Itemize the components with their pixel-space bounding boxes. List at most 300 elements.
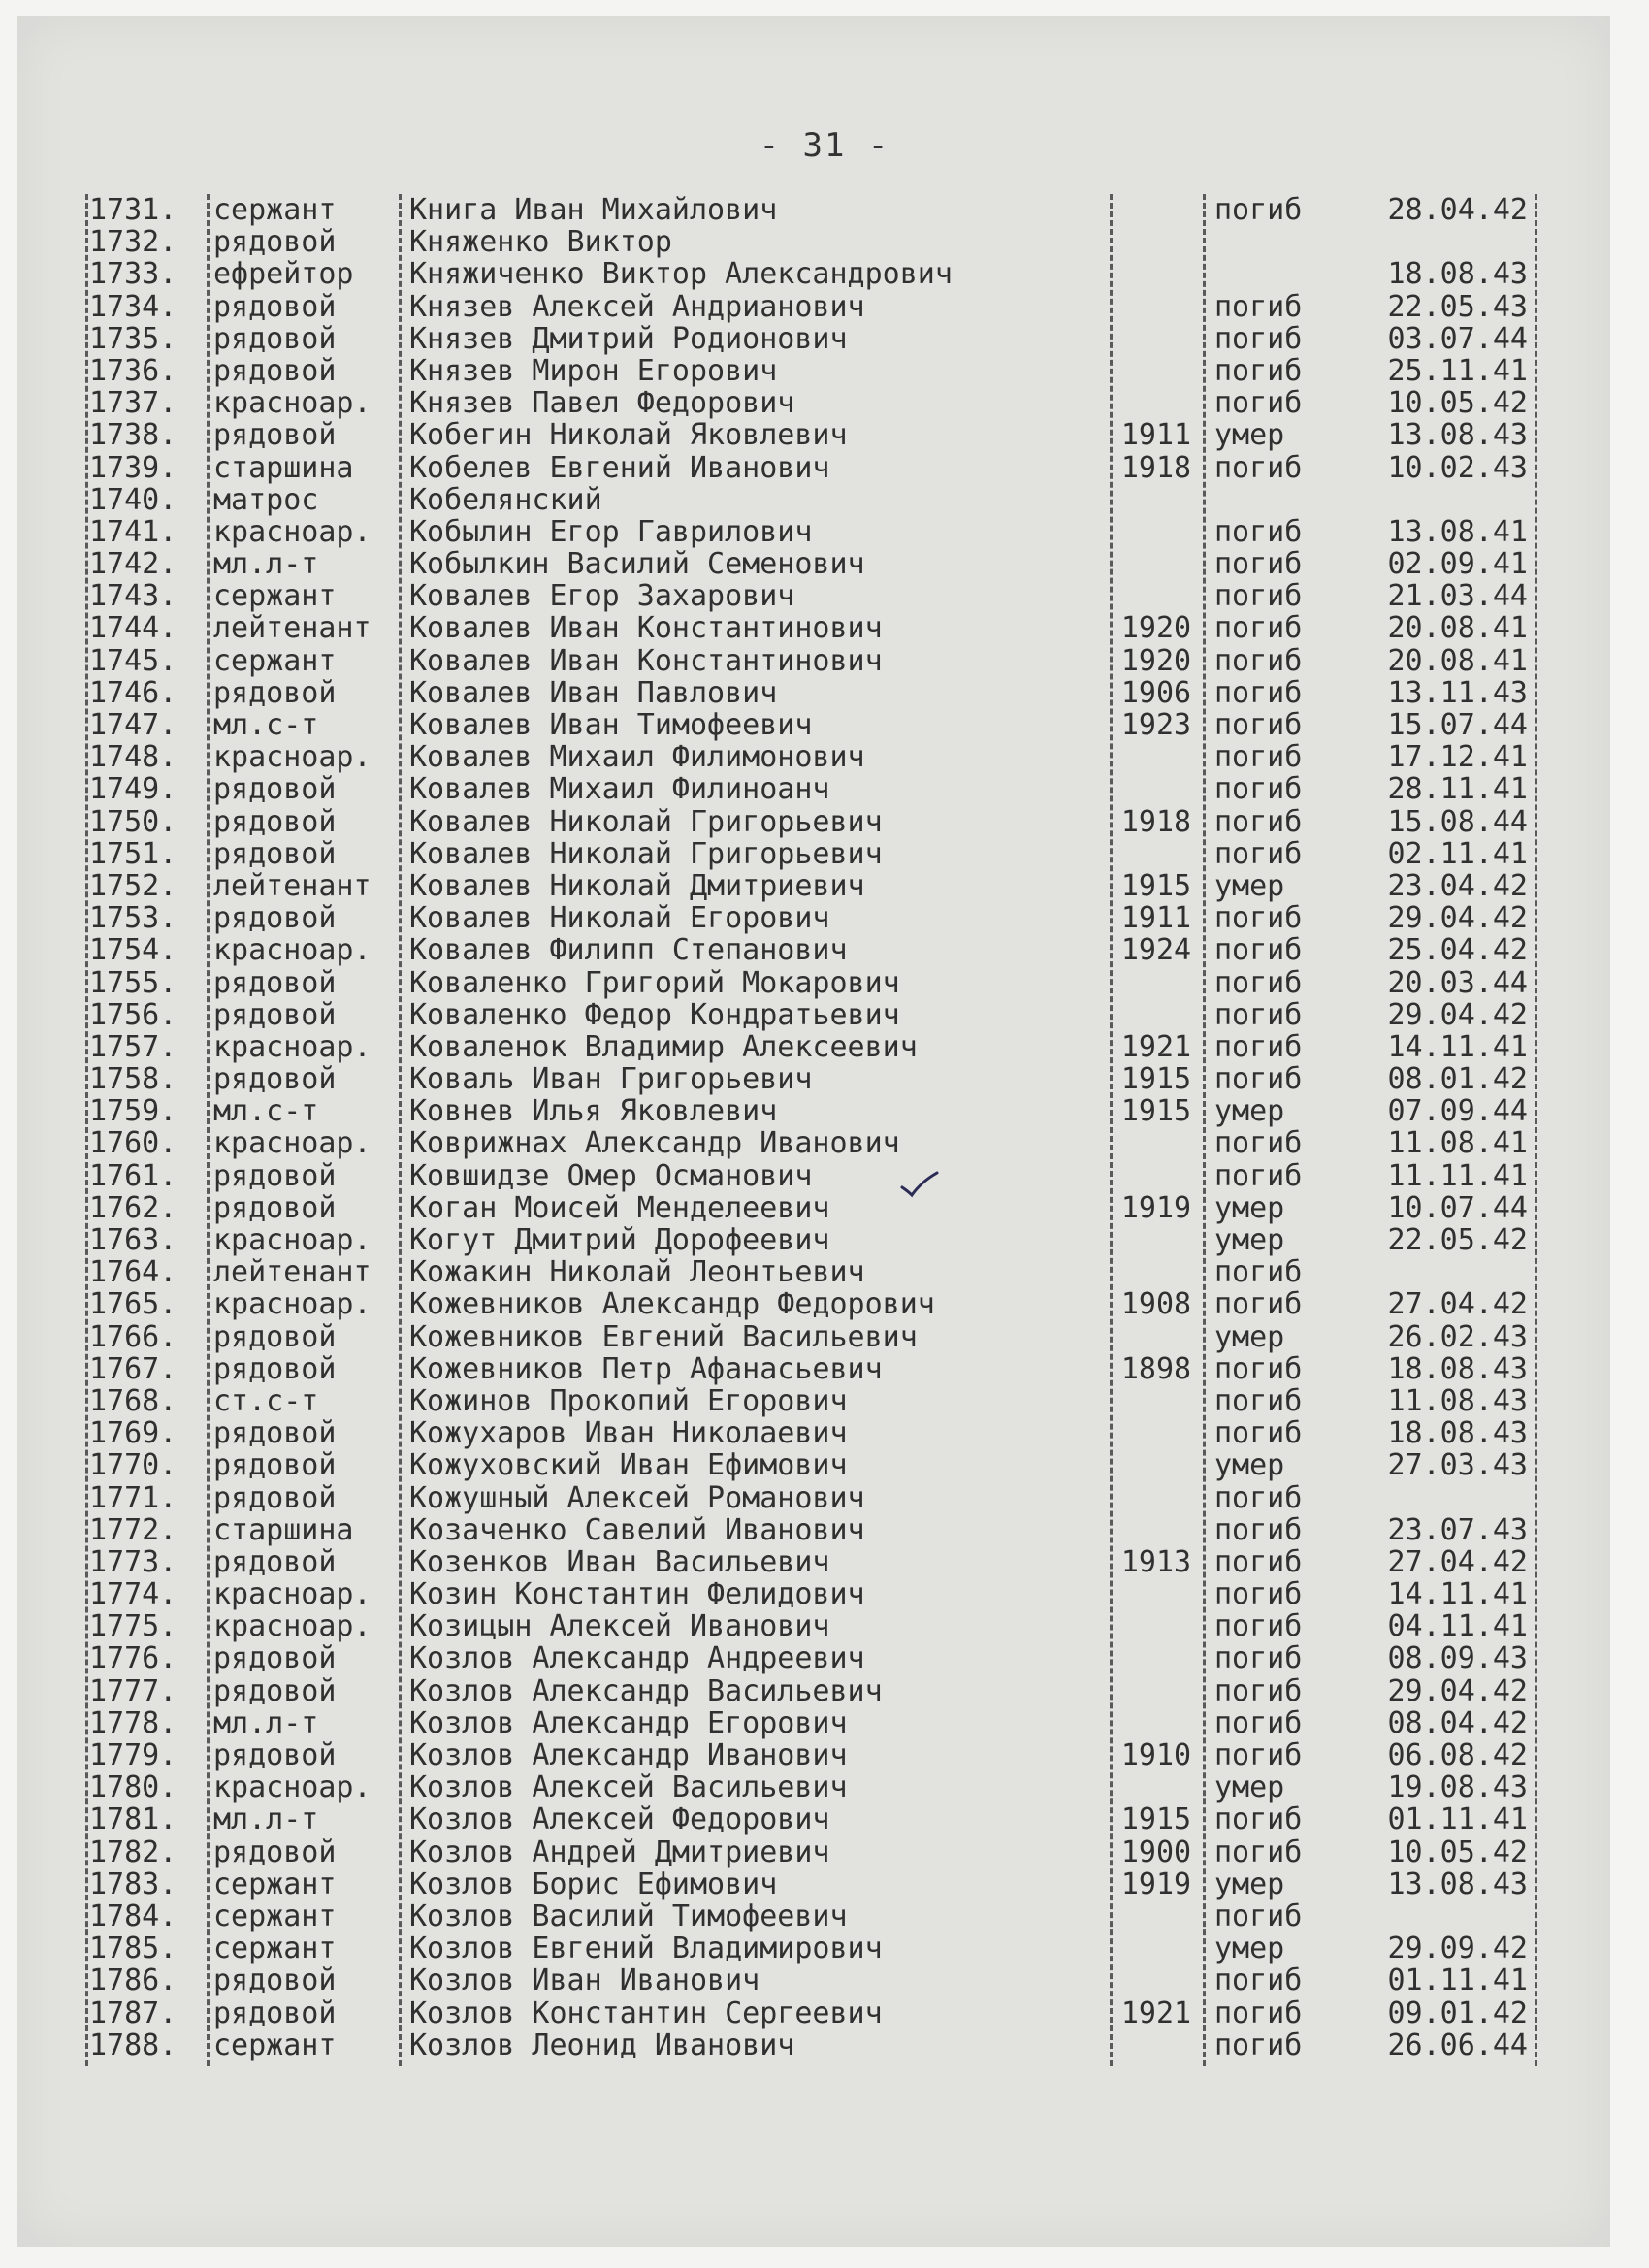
cell-num: 1788. (89, 2027, 178, 2062)
cell-name: Кожевников Петр Афанасьевич (409, 1352, 883, 1385)
cell-status: погиб (1214, 997, 1303, 1032)
cell-rank: рядовой (213, 322, 337, 355)
table-row (0, 838, 1649, 870)
cell-name: Кожакин Николай Леонтьевич (409, 1256, 865, 1289)
cell-num: 1758. (89, 1062, 178, 1097)
cell-num: 1768. (89, 1383, 178, 1418)
cell-name: Ковалев Николай Егорович (409, 902, 830, 935)
cell-date: 27.04.42 (1387, 1544, 1528, 1579)
cell-num: 1764. (89, 1255, 178, 1290)
cell-rank: красноар. (213, 1127, 372, 1160)
cell-year: 1921 (1120, 1995, 1192, 2030)
table-row (0, 258, 1649, 290)
cell-rank: сержант (213, 2028, 337, 2061)
table-row (0, 902, 1649, 934)
cell-name: Козенков Иван Васильевич (409, 1545, 830, 1579)
cell-year: 1910 (1120, 1738, 1192, 1772)
cell-num: 1749. (89, 772, 178, 807)
cell-date: 09.01.42 (1387, 1995, 1528, 2030)
cell-rank: красноар. (213, 1771, 372, 1804)
table-row (0, 1900, 1649, 1932)
table-row (0, 934, 1649, 966)
table-row (0, 1353, 1649, 1385)
table-row (0, 1385, 1649, 1417)
cell-status: умер (1214, 1770, 1285, 1805)
casualty-list (0, 194, 1649, 2061)
cell-name: Ковалев Николай Григорьевич (409, 805, 883, 838)
cell-year: 1923 (1120, 708, 1192, 742)
cell-num: 1752. (89, 868, 178, 903)
cell-date: 08.09.43 (1387, 1641, 1528, 1676)
cell-date: 29.04.42 (1387, 1673, 1528, 1708)
cell-rank: рядовой (213, 1739, 337, 1772)
cell-date: 10.02.43 (1387, 450, 1528, 485)
cell-rank: рядовой (213, 1674, 337, 1707)
table-row (0, 709, 1649, 741)
cell-date: 29.04.42 (1387, 997, 1528, 1032)
cell-status: погиб (1214, 579, 1303, 614)
table-row (0, 291, 1649, 323)
cell-num: 1738. (89, 418, 178, 453)
cell-num: 1766. (89, 1319, 178, 1354)
cell-name: Кожевников Александр Федорович (409, 1288, 935, 1321)
cell-num: 1757. (89, 1029, 178, 1064)
cell-name: Козлов Евгений Владимирович (409, 1932, 883, 1965)
cell-num: 1748. (89, 740, 178, 775)
cell-rank: рядовой (213, 998, 337, 1031)
cell-date: 10.05.42 (1387, 1834, 1528, 1869)
cell-date: 22.05.42 (1387, 1223, 1528, 1257)
cell-year: 1915 (1120, 1802, 1192, 1837)
cell-date: 28.11.41 (1387, 772, 1528, 807)
cell-status: погиб (1214, 933, 1303, 968)
cell-status: погиб (1214, 1609, 1303, 1644)
table-row (0, 1675, 1649, 1707)
cell-date: 26.02.43 (1387, 1319, 1528, 1354)
table-row (0, 1063, 1649, 1095)
cell-date: 10.05.42 (1387, 386, 1528, 421)
cell-year: 1900 (1120, 1834, 1192, 1869)
cell-status: умер (1214, 1448, 1285, 1483)
cell-year: 1921 (1120, 1029, 1192, 1064)
cell-date: 28.04.42 (1387, 193, 1528, 227)
cell-date: 13.11.43 (1387, 675, 1528, 710)
cell-name: Книга Иван Михайлович (409, 194, 778, 227)
cell-rank: мл.л-т (213, 1803, 319, 1836)
cell-status: погиб (1214, 1544, 1303, 1579)
cell-date: 15.08.44 (1387, 804, 1528, 839)
cell-num: 1750. (89, 804, 178, 839)
cell-date: 23.04.42 (1387, 868, 1528, 903)
cell-year: 1918 (1120, 450, 1192, 485)
cell-rank: рядовой (213, 1996, 337, 2029)
cell-date: 02.09.41 (1387, 547, 1528, 582)
cell-status: погиб (1214, 740, 1303, 775)
cell-status: погиб (1214, 1416, 1303, 1451)
table-row (0, 870, 1649, 902)
cell-year: 1919 (1120, 1866, 1192, 1901)
cell-name: Коврижнах Александр Иванович (409, 1127, 900, 1160)
cell-rank: ефрейтор (213, 258, 354, 291)
cell-status: погиб (1214, 386, 1303, 421)
cell-rank: рядовой (213, 1642, 337, 1675)
table-row (0, 387, 1649, 419)
cell-status: умер (1214, 1931, 1285, 1966)
cell-date: 18.08.43 (1387, 1351, 1528, 1386)
cell-rank: рядовой (213, 773, 337, 806)
cell-num: 1769. (89, 1416, 178, 1451)
cell-status: погиб (1214, 1126, 1303, 1161)
cell-name: Когут Дмитрий Дорофеевич (409, 1224, 830, 1257)
cell-num: 1787. (89, 1995, 178, 2030)
table-row (0, 1868, 1649, 1900)
table-row (0, 1739, 1649, 1771)
cell-rank: рядовой (213, 1835, 337, 1868)
table-row (0, 2029, 1649, 2061)
table-row (0, 1160, 1649, 1192)
cell-num: 1773. (89, 1544, 178, 1579)
cell-rank: рядовой (213, 837, 337, 870)
cell-name: Кобегин Николай Яковлевич (409, 419, 848, 452)
cell-num: 1784. (89, 1898, 178, 1933)
cell-num: 1782. (89, 1834, 178, 1869)
cell-name: Ковалев Михаил Филимонович (409, 741, 865, 774)
cell-rank: лейтенант (213, 869, 372, 903)
cell-rank: красноар. (213, 1288, 372, 1321)
cell-num: 1780. (89, 1770, 178, 1805)
cell-year: 1911 (1120, 418, 1192, 453)
cell-status: погиб (1214, 901, 1303, 936)
cell-status: погиб (1214, 193, 1303, 227)
cell-rank: красноар. (213, 387, 372, 420)
cell-num: 1785. (89, 1931, 178, 1966)
cell-date: 17.12.41 (1387, 740, 1528, 775)
table-row (0, 1578, 1649, 1610)
cell-name: Коваленок Владимир Алексеевич (409, 1030, 918, 1064)
cell-name: Княжиченко Виктор Александрович (409, 258, 953, 291)
cell-status: погиб (1214, 1898, 1303, 1933)
table-row (0, 1514, 1649, 1546)
cell-status: погиб (1214, 836, 1303, 871)
cell-name: Кожевников Евгений Васильевич (409, 1320, 918, 1353)
cell-status: умер (1214, 1094, 1285, 1129)
table-row (0, 1321, 1649, 1353)
table-row (0, 999, 1649, 1031)
table-row (0, 1095, 1649, 1127)
cell-rank: красноар. (213, 741, 372, 774)
cell-date: 18.08.43 (1387, 1416, 1528, 1451)
cell-num: 1745. (89, 643, 178, 678)
cell-name: Козлов Василий Тимофеевич (409, 1899, 848, 1933)
cell-name: Князев Алексей Андрианович (409, 290, 865, 323)
cell-name: Кобылин Егор Гаврилович (409, 515, 813, 549)
cell-num: 1740. (89, 482, 178, 517)
cell-num: 1767. (89, 1351, 178, 1386)
table-row (0, 1127, 1649, 1159)
cell-date: 19.08.43 (1387, 1770, 1528, 1805)
cell-status: погиб (1214, 321, 1303, 356)
cell-rank: сержант (213, 580, 337, 613)
cell-num: 1736. (89, 353, 178, 388)
cell-date: 02.11.41 (1387, 836, 1528, 871)
cell-rank: рядовой (213, 1417, 337, 1450)
cell-date: 11.11.41 (1387, 1158, 1528, 1193)
table-row (0, 1836, 1649, 1868)
cell-name: Козлов Александр Васильевич (409, 1674, 883, 1707)
cell-num: 1732. (89, 225, 178, 260)
cell-status: погиб (1214, 1029, 1303, 1064)
cell-name: Козлов Леонид Иванович (409, 2028, 795, 2061)
cell-status: умер (1214, 868, 1285, 903)
cell-rank: рядовой (213, 1352, 337, 1385)
cell-date: 27.04.42 (1387, 1287, 1528, 1322)
cell-rank: сержант (213, 644, 337, 677)
table-row (0, 355, 1649, 387)
cell-rank: мл.с-т (213, 709, 319, 742)
table-row (0, 1997, 1649, 2029)
table-row (0, 548, 1649, 580)
table-row (0, 1546, 1649, 1578)
table-row (0, 1256, 1649, 1288)
cell-name: Ковалев Иван Павлович (409, 676, 778, 710)
cell-rank: мл.л-т (213, 548, 319, 581)
cell-num: 1734. (89, 289, 178, 324)
cell-date: 04.11.41 (1387, 1609, 1528, 1644)
table-row (0, 452, 1649, 484)
cell-rank: рядовой (213, 676, 337, 710)
cell-year: 1906 (1120, 675, 1192, 710)
cell-status: погиб (1214, 1705, 1303, 1740)
cell-num: 1744. (89, 611, 178, 646)
cell-name: Князев Павел Федорович (409, 387, 795, 420)
cell-name: Коваль Иван Григорьевич (409, 1063, 813, 1096)
cell-status: умер (1214, 1866, 1285, 1901)
cell-status: погиб (1214, 1673, 1303, 1708)
cell-num: 1761. (89, 1158, 178, 1193)
cell-name: Козлов Иван Иванович (409, 1964, 760, 1997)
cell-year: 1915 (1120, 1062, 1192, 1097)
cell-name: Кожинов Прокопий Егорович (409, 1384, 848, 1418)
cell-status: умер (1214, 1223, 1285, 1257)
cell-status: погиб (1214, 965, 1303, 1000)
cell-status: погиб (1214, 1995, 1303, 2030)
cell-year: 1920 (1120, 643, 1192, 678)
cell-status: погиб (1214, 772, 1303, 807)
cell-name: Козлов Алексей Васильевич (409, 1771, 848, 1804)
cell-name: Козлов Александр Андреевич (409, 1642, 865, 1675)
cell-name: Кожухаров Иван Николаевич (409, 1417, 848, 1450)
page-number: - 31 - (759, 126, 890, 165)
cell-date: 10.07.44 (1387, 1190, 1528, 1225)
cell-rank: рядовой (213, 902, 337, 935)
cell-date: 11.08.41 (1387, 1126, 1528, 1161)
cell-rank: красноар. (213, 934, 372, 967)
cell-num: 1770. (89, 1448, 178, 1483)
handwritten-checkmark-icon (900, 1170, 939, 1199)
cell-num: 1776. (89, 1641, 178, 1676)
cell-name: Коган Моисей Менделеевич (409, 1191, 830, 1225)
cell-num: 1759. (89, 1094, 178, 1129)
cell-name: Ковнев Илья Яковлевич (409, 1095, 778, 1128)
cell-name: Ковалев Иван Константинович (409, 644, 883, 677)
cell-name: Князев Дмитрий Родионович (409, 322, 848, 355)
table-row (0, 419, 1649, 451)
cell-rank: красноар. (213, 1224, 372, 1257)
cell-num: 1779. (89, 1738, 178, 1772)
cell-rank: сержант (213, 1867, 337, 1900)
cell-status: погиб (1214, 450, 1303, 485)
cell-status: погиб (1214, 2027, 1303, 2062)
table-row (0, 612, 1649, 644)
cell-date: 08.01.42 (1387, 1062, 1528, 1097)
cell-date: 29.04.42 (1387, 901, 1528, 936)
cell-rank: рядовой (213, 1063, 337, 1096)
cell-rank: рядовой (213, 966, 337, 999)
cell-rank: рядовой (213, 290, 337, 323)
cell-rank: сержант (213, 1899, 337, 1933)
cell-num: 1735. (89, 321, 178, 356)
cell-date: 27.03.43 (1387, 1448, 1528, 1483)
cell-status: погиб (1214, 1255, 1303, 1290)
cell-status: погиб (1214, 675, 1303, 710)
cell-date: 22.05.43 (1387, 289, 1528, 324)
cell-name: Ковалев Филипп Степанович (409, 934, 848, 967)
cell-rank: красноар. (213, 515, 372, 549)
cell-rank: мл.с-т (213, 1095, 319, 1128)
cell-date: 14.11.41 (1387, 1577, 1528, 1612)
cell-name: Козлов Александр Иванович (409, 1739, 848, 1772)
cell-rank: рядовой (213, 1159, 337, 1192)
table-row (0, 1449, 1649, 1481)
table-row (0, 1192, 1649, 1224)
cell-date: 01.11.41 (1387, 1963, 1528, 1998)
table-row (0, 1964, 1649, 1996)
cell-name: Коваленко Григорий Мокарович (409, 966, 900, 999)
cell-num: 1786. (89, 1963, 178, 1998)
cell-status: погиб (1214, 1802, 1303, 1837)
cell-num: 1742. (89, 547, 178, 582)
cell-year: 1915 (1120, 1094, 1192, 1129)
cell-name: Коваленко Федор Кондратьевич (409, 998, 900, 1031)
cell-status: погиб (1214, 1963, 1303, 1998)
cell-status: погиб (1214, 1351, 1303, 1386)
cell-rank: рядовой (213, 1191, 337, 1225)
cell-name: Ковалев Иван Тимофеевич (409, 709, 813, 742)
cell-num: 1781. (89, 1802, 178, 1837)
cell-num: 1765. (89, 1287, 178, 1322)
cell-name: Княженко Виктор (409, 226, 672, 259)
table-row (0, 516, 1649, 548)
cell-date: 08.04.42 (1387, 1705, 1528, 1740)
cell-status: погиб (1214, 1834, 1303, 1869)
cell-date: 01.11.41 (1387, 1802, 1528, 1837)
cell-date: 13.08.43 (1387, 418, 1528, 453)
cell-num: 1777. (89, 1673, 178, 1708)
table-row (0, 1707, 1649, 1739)
cell-num: 1753. (89, 901, 178, 936)
table-row (0, 226, 1649, 258)
cell-num: 1754. (89, 933, 178, 968)
table-row (0, 1610, 1649, 1642)
cell-year: 1918 (1120, 804, 1192, 839)
cell-num: 1743. (89, 579, 178, 614)
cell-num: 1775. (89, 1609, 178, 1644)
cell-status: погиб (1214, 289, 1303, 324)
cell-rank: красноар. (213, 1610, 372, 1643)
cell-date: 06.08.42 (1387, 1738, 1528, 1772)
cell-name: Кобелянский (409, 483, 602, 516)
cell-name: Ковалев Егор Захарович (409, 580, 795, 613)
cell-num: 1772. (89, 1512, 178, 1547)
table-row (0, 1031, 1649, 1063)
table-row (0, 806, 1649, 838)
cell-num: 1778. (89, 1705, 178, 1740)
cell-num: 1762. (89, 1190, 178, 1225)
cell-rank: рядовой (213, 226, 337, 259)
table-row (0, 741, 1649, 773)
table-row (0, 1932, 1649, 1964)
cell-num: 1783. (89, 1866, 178, 1901)
cell-rank: мл.л-т (213, 1706, 319, 1740)
cell-name: Козин Константин Фелидович (409, 1578, 865, 1611)
table-row (0, 484, 1649, 516)
cell-rank: старшина (213, 1513, 354, 1546)
table-row (0, 1224, 1649, 1256)
cell-status: умер (1214, 1319, 1285, 1354)
cell-year: 1919 (1120, 1190, 1192, 1225)
cell-status: погиб (1214, 611, 1303, 646)
cell-rank: рядовой (213, 1481, 337, 1514)
cell-status: погиб (1214, 514, 1303, 549)
cell-date: 13.08.41 (1387, 514, 1528, 549)
table-row (0, 1803, 1649, 1835)
cell-date: 29.09.42 (1387, 1931, 1528, 1966)
cell-date: 25.11.41 (1387, 353, 1528, 388)
cell-name: Ковалев Николай Дмитриевич (409, 869, 865, 903)
cell-rank: старшина (213, 451, 354, 484)
cell-name: Князев Мирон Егорович (409, 354, 778, 388)
cell-num: 1747. (89, 708, 178, 742)
cell-date: 21.03.44 (1387, 579, 1528, 614)
cell-name: Ковалев Иван Константинович (409, 612, 883, 645)
cell-rank: красноар. (213, 1578, 372, 1611)
cell-name: Кобылкин Василий Семенович (409, 548, 865, 581)
cell-date: 23.07.43 (1387, 1512, 1528, 1547)
cell-date: 20.03.44 (1387, 965, 1528, 1000)
cell-num: 1774. (89, 1577, 178, 1612)
cell-date: 11.08.43 (1387, 1383, 1528, 1418)
table-row (0, 1417, 1649, 1449)
table-row (0, 323, 1649, 355)
cell-date: 18.08.43 (1387, 257, 1528, 292)
cell-status: погиб (1214, 353, 1303, 388)
cell-num: 1737. (89, 386, 178, 421)
cell-rank: красноар. (213, 1030, 372, 1064)
cell-status: погиб (1214, 1158, 1303, 1193)
cell-rank: рядовой (213, 805, 337, 838)
cell-name: Ковшидзе Омер Османович (409, 1159, 813, 1192)
cell-year: 1898 (1120, 1351, 1192, 1386)
cell-name: Козлов Борис Ефимович (409, 1867, 778, 1900)
cell-rank: рядовой (213, 354, 337, 388)
cell-name: Козлов Алексей Федорович (409, 1803, 830, 1836)
cell-status: погиб (1214, 1738, 1303, 1772)
cell-name: Кожуховский Иван Ефимович (409, 1449, 848, 1482)
cell-status: погиб (1214, 643, 1303, 678)
cell-date: 20.08.41 (1387, 643, 1528, 678)
cell-status: погиб (1214, 547, 1303, 582)
cell-year: 1913 (1120, 1544, 1192, 1579)
